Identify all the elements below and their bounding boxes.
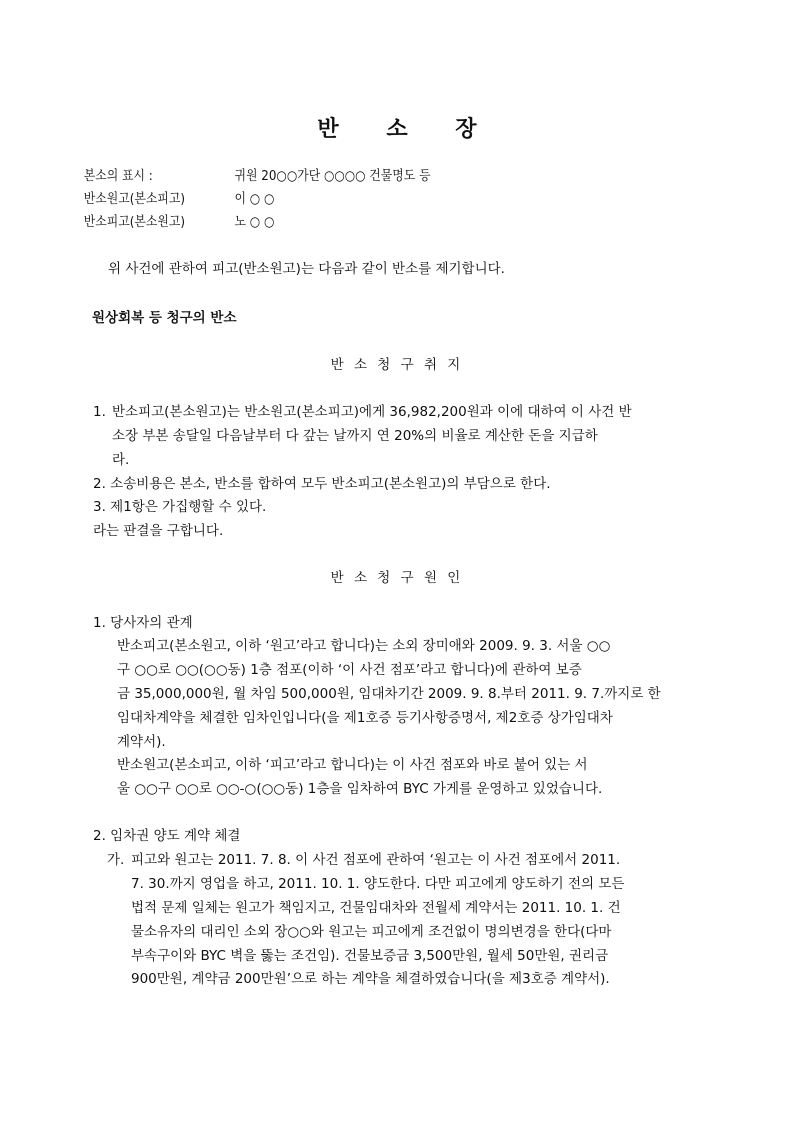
purpose-heading: 반 소 청 구 취 지: [330, 357, 464, 373]
cause-section-2-title: 2. 임차권 양도 계약 체결: [93, 828, 241, 844]
title-char: 장: [455, 117, 477, 142]
cause-subitem-number: 가.: [107, 852, 125, 868]
cause-paragraph-line: 임대차계약을 체결한 임차인입니다(을 제1호증 등기사항증명서, 제2호증 상가임대차: [117, 710, 613, 726]
header-label: 본소의 표시 :: [83, 168, 153, 184]
purpose-item-1-line: 소장 부본 송달일 다음날부터 다 갚는 날까지 연 20%의 비율로 계산한 돈을 지급하: [112, 428, 598, 444]
cause-subitem-line: 900만원, 계약금 200만원’으로 하는 계약을 체결하였습니다(을 제3호증 계약서).: [131, 971, 610, 987]
cause-paragraph-line: 구 ○○로 ○○(○○동) 1층 점포(이하 ‘이 사건 점포’라고 합니다)에 관하여 보증: [117, 662, 582, 678]
purpose-item-2: 2. 소송비용은 본소, 반소를 합하여 모두 반소피고(본소원고)의 부담으로 한다.: [93, 476, 551, 492]
cause-paragraph-line: 울 ○○구 ○○로 ○○-○(○○동) 1층을 임차하여 BYC 가게를 운영하고 있었습니다.: [117, 781, 603, 797]
purpose-item-1-line: 반소피고(본소원고)는 반소원고(본소피고)에게 36,982,200원과 이에 대하여 이 사건 반: [112, 404, 632, 420]
header-label: 반소피고(본소원고): [83, 214, 186, 230]
cause-paragraph-line: 반소피고(본소원고, 이하 ‘원고’라고 합니다)는 소외 장미애와 2009. 9. 3. 서울 ○○: [117, 638, 611, 654]
cause-section-1-title: 1. 당사자의 관계: [93, 615, 193, 631]
cause-subitem-line: 7. 30.까지 영업을 하고, 2011. 10. 1. 양도한다. 다만 피고에게 양도하기 전의 모든: [131, 876, 625, 892]
purpose-item-1-number: 1.: [93, 404, 106, 420]
cause-subitem-line: 법적 문제 일체는 원고가 책임지고, 건물임대차와 전월세 계약서는 2011. 10. 1. 건: [131, 900, 621, 916]
cause-paragraph-line: 금 35,000,000원, 월 차임 500,000원, 임대차기간 2009. 9. 8.부터 2011. 9. 7.까지로 한: [117, 686, 661, 702]
cause-subitem-line: 피고와 원고는 2011. 7. 8. 이 사건 점포에 관하여 ‘원고는 이 사건 점포에서 2011.: [131, 852, 621, 868]
cause-paragraph-line: 반소원고(본소피고, 이하 ‘피고’라고 합니다)는 이 사건 점포와 바로 붙어 있는 서: [117, 757, 588, 773]
cause-subitem-line: 물소유자의 대리인 소외 장○○와 원고는 피고에게 조건없이 명의변경을 한다(다마: [131, 924, 612, 940]
document-title: [0, 112, 794, 143]
header-value: 이 ○ ○: [234, 191, 275, 207]
title-char: 소: [386, 117, 408, 142]
purpose-closing: 라는 판결을 구합니다.: [93, 523, 224, 539]
header-label: 반소원고(본소피고): [83, 191, 186, 207]
purpose-item-3: 3. 제1항은 가집행할 수 있다.: [93, 499, 267, 515]
header-value: 귀원 20○○가단 ○○○○ 건물명도 등: [234, 168, 431, 184]
cause-subitem-line: 부속구이와 BYC 벽을 뚫는 조건임). 건물보증금 3,500만원, 월세 50만원, 권리금: [131, 948, 609, 964]
title-char: 반: [317, 117, 339, 142]
cause-heading: 반 소 청 구 원 인: [330, 570, 464, 586]
case-heading: 원상회복 등 청구의 반소: [92, 310, 237, 326]
purpose-item-1-line: 라.: [112, 452, 130, 468]
header-value: 노 ○ ○: [234, 214, 275, 230]
intro-text: 위 사건에 관하여 피고(반소원고)는 다음과 같이 반소를 제기합니다.: [108, 261, 505, 277]
cause-paragraph-line: 계약서).: [117, 734, 166, 750]
